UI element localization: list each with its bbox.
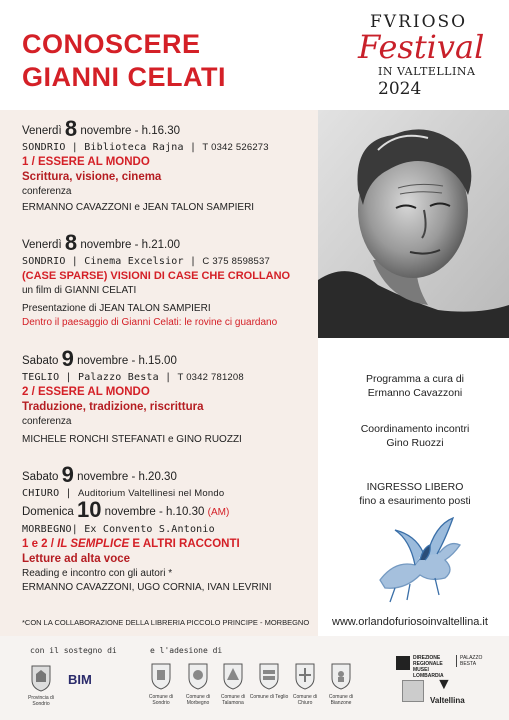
- valtellina-mark-icon: ▼: [436, 676, 452, 693]
- curator-block: [330, 372, 500, 400]
- event-3-venue: TEGLIO | Palazzo Besta |: [22, 372, 172, 383]
- event-4-time: novembre - h.20.30: [77, 471, 177, 483]
- event-2: [22, 230, 316, 330]
- provincia-crest-icon: [30, 664, 52, 692]
- valtellina-name: Valtellina: [430, 696, 465, 705]
- comune-sondrio-crest-icon: [150, 662, 172, 690]
- adhesion-label: e l'adesione di: [150, 646, 223, 655]
- bim-logo: BIM: [68, 672, 92, 687]
- event-4-venue-detail: Auditorium Valtellinesi nel Mondo: [78, 488, 225, 499]
- event-2-presentation: Presentazione di JEAN TALON SAMPIERI: [22, 303, 211, 314]
- entry-block: [330, 480, 500, 508]
- coordination-name: Gino Ruozzi: [386, 437, 444, 449]
- entry-detail: fino a esaurimento posti: [359, 495, 471, 507]
- event-2-extra: Dentro il paesaggio di Gianni Celati: le rovine ci guardano: [22, 317, 278, 328]
- event-3-phone: T 0342 781208: [177, 372, 244, 383]
- website-link[interactable]: www.orlandofuriosoinvaltellina.it: [332, 616, 488, 628]
- title-line-2: GIANNI CELATI: [22, 62, 226, 92]
- event-3: [22, 346, 316, 447]
- event-4-time-2: novembre - h.10.30: [104, 506, 205, 518]
- event-1-date: [22, 116, 316, 141]
- coordination-block: [330, 422, 500, 450]
- event-4-date: [22, 462, 316, 487]
- event-2-place: [22, 254, 316, 269]
- event-1-phone: T 0342 526273: [202, 142, 269, 153]
- logo-line-3: IN VALTELLINA: [378, 65, 476, 78]
- palazzo-besta-name: PALAZZO BESTA: [456, 655, 486, 667]
- event-4-title-b: IL SEMPLICE: [57, 538, 130, 550]
- curator-name: Ermanno Cavazzoni: [367, 387, 463, 399]
- page-title: [22, 28, 322, 94]
- event-3-date: [22, 346, 316, 371]
- event-3-title: 2 / ESSERE AL MONDO: [22, 386, 150, 398]
- comune-sondrio-name: Comune di Sondrio: [148, 694, 174, 706]
- portrait-illustration: [318, 110, 509, 338]
- event-3-speakers: MICHELE RONCHI STEFANATI e GINO RUOZZI: [22, 434, 242, 445]
- logo-line-4: 2024: [378, 79, 422, 99]
- event-2-phone: C 375 8598537: [202, 256, 270, 267]
- event-1-day: Venerdì: [22, 125, 62, 137]
- regione-logo-icon: [396, 656, 410, 670]
- event-2-film: un film di GIANNI CELATI: [22, 285, 137, 296]
- event-4-day: Sabato: [22, 471, 59, 483]
- event-1-venue: SONDRIO | Biblioteca Rajna |: [22, 142, 197, 153]
- event-3-subtitle: Traduzione, tradizione, riscrittura: [22, 401, 204, 413]
- comune-talamona-crest-icon: [222, 662, 244, 690]
- comune-chiuro-crest-icon: [294, 662, 316, 690]
- event-1: [22, 116, 316, 215]
- event-4-daynum: 9: [61, 462, 74, 487]
- event-4-date-2: [22, 497, 316, 522]
- event-4-title: [22, 537, 316, 552]
- event-2-daynum: 8: [64, 230, 78, 255]
- comune-talamona-name: Comune di Talamona: [220, 694, 246, 706]
- event-4-subtitle: Letture ad alta voce: [22, 553, 131, 565]
- comune-teglio-crest-icon: [258, 662, 280, 690]
- hippogriff-icon: [365, 510, 475, 605]
- event-4-place: [22, 486, 316, 501]
- comune-teglio-name: Comune di Teglio: [249, 694, 289, 700]
- event-4-day-2: Domenica: [22, 506, 74, 518]
- event-4: [22, 462, 316, 595]
- event-4-title-a: 1 e 2 /: [22, 538, 54, 550]
- coordination-label: Coordinamento incontri: [360, 423, 470, 435]
- event-3-daynum: 9: [61, 346, 74, 371]
- support-label: con il sostegno di: [30, 646, 117, 655]
- regione-name: DIREZIONE REGIONALE MUSEI LOMBARDIA: [413, 655, 444, 679]
- event-3-time: novembre - h.15.00: [77, 355, 177, 367]
- event-4-speakers: ERMANNO CAVAZZONI, UGO CORNIA, IVAN LEVRINI: [22, 582, 272, 593]
- event-1-time: novembre - h.16.30: [80, 125, 181, 137]
- event-4-title-c: E ALTRI RACCONTI: [132, 538, 240, 550]
- logo-line-2: Festival: [358, 28, 485, 66]
- comune-bianzone-crest-icon: [330, 662, 352, 690]
- logo-line-1: FVRIOSO: [370, 12, 468, 32]
- curator-label: Programma a cura di: [365, 373, 465, 385]
- event-2-day: Venerdì: [22, 239, 62, 251]
- event-4-place-2: MORBEGNO| Ex Convento S.Antonio: [22, 524, 215, 535]
- comune-chiuro-name: Comune di Chiuro: [292, 694, 318, 706]
- event-1-daynum: 8: [64, 116, 78, 141]
- event-1-title: 1 / ESSERE AL MONDO: [22, 156, 150, 168]
- comune-morbegno-crest-icon: [187, 662, 209, 690]
- collaboration-note: *CON LA COLLABORAZIONE DELLA LIBRERIA PICCOLO PRINCIPE - MORBEGNO: [22, 618, 310, 627]
- event-1-speakers: ERMANNO CAVAZZONI e JEAN TALON SAMPIERI: [22, 202, 255, 213]
- sponsors-footer: [0, 636, 509, 720]
- event-2-title: (CASE SPARSE) VISIONI DI CASE CHE CROLLANO: [22, 270, 291, 282]
- festival-logo: [352, 12, 492, 104]
- event-1-kind: conferenza: [22, 186, 72, 197]
- event-4-am: (AM): [207, 507, 230, 518]
- comune-morbegno-name: Comune di Morbegno: [185, 694, 211, 706]
- event-1-place: [22, 140, 316, 155]
- event-4-kind: Reading e incontro con gli autori *: [22, 568, 173, 579]
- event-2-date: [22, 230, 316, 255]
- title-line-1: CONOSCERE: [22, 29, 201, 59]
- event-3-place: [22, 370, 316, 385]
- event-4-daynum-2: 10: [76, 497, 102, 522]
- event-3-day: Sabato: [22, 355, 59, 367]
- comune-bianzone-name: Comune di Bianzone: [328, 694, 354, 706]
- event-1-subtitle: Scrittura, visione, cinema: [22, 171, 162, 183]
- event-3-kind: conferenza: [22, 416, 72, 427]
- entry-label: INGRESSO LIBERO: [366, 481, 464, 493]
- event-2-time: novembre - h.21.00: [80, 239, 181, 251]
- provincia-name: Provincia di Sondrio: [28, 695, 54, 707]
- palazzo-thumbnail-icon: [402, 680, 424, 702]
- event-2-venue: SONDRIO | Cinema Excelsior |: [22, 256, 197, 267]
- event-4-venue: CHIURO |: [22, 488, 72, 499]
- hippogriff-illustration: [365, 510, 475, 605]
- portrait-photo: [318, 110, 509, 338]
